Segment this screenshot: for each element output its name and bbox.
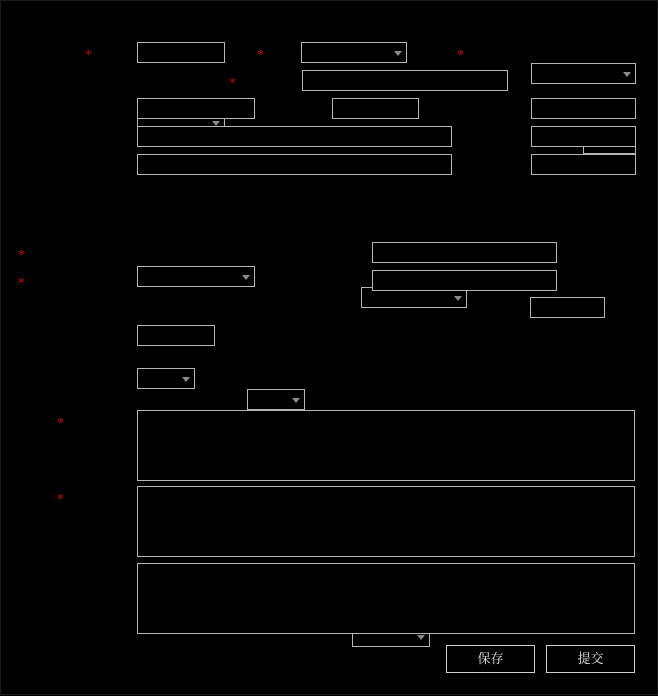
required-marker: *	[457, 48, 464, 63]
select-7-2[interactable]	[247, 389, 305, 410]
chevron-down-icon	[182, 377, 190, 382]
required-marker: *	[57, 492, 64, 507]
chevron-down-icon	[454, 296, 462, 301]
chevron-down-icon	[417, 635, 425, 640]
textarea-3[interactable]	[137, 563, 635, 634]
field-5-2[interactable]	[531, 154, 636, 175]
required-marker: *	[18, 276, 25, 291]
field-4-2[interactable]	[531, 126, 636, 147]
required-marker: *	[57, 416, 64, 431]
select-1-2[interactable]	[301, 42, 407, 63]
required-marker: *	[18, 248, 25, 263]
field-3-2[interactable]	[332, 98, 419, 119]
save-button[interactable]: 保存	[446, 645, 535, 673]
field-8-3[interactable]	[372, 270, 557, 291]
field-9-3[interactable]	[530, 297, 605, 318]
chevron-down-icon	[394, 51, 402, 56]
field-2-2[interactable]	[302, 70, 508, 91]
chevron-down-icon	[292, 398, 300, 403]
field-3-3[interactable]	[531, 98, 636, 119]
required-marker: *	[229, 76, 236, 91]
field-10-1[interactable]	[137, 325, 215, 346]
submit-button[interactable]: 提交	[546, 645, 635, 673]
select-6-1[interactable]	[137, 266, 255, 287]
select-7-1[interactable]	[137, 368, 195, 389]
form-container	[1, 1, 658, 696]
select-1-3[interactable]	[531, 63, 636, 84]
field-1-1[interactable]	[137, 42, 225, 63]
required-marker: *	[257, 48, 264, 63]
field-5-1[interactable]	[137, 154, 452, 175]
chevron-down-icon	[212, 121, 220, 126]
chevron-down-icon	[242, 275, 250, 280]
textarea-1[interactable]	[137, 410, 635, 481]
required-marker: *	[85, 48, 92, 63]
field-3-1[interactable]	[137, 98, 255, 119]
textarea-2[interactable]	[137, 486, 635, 557]
field-7-3[interactable]	[372, 242, 557, 263]
field-4-1[interactable]	[137, 126, 452, 147]
chevron-down-icon	[623, 72, 631, 77]
